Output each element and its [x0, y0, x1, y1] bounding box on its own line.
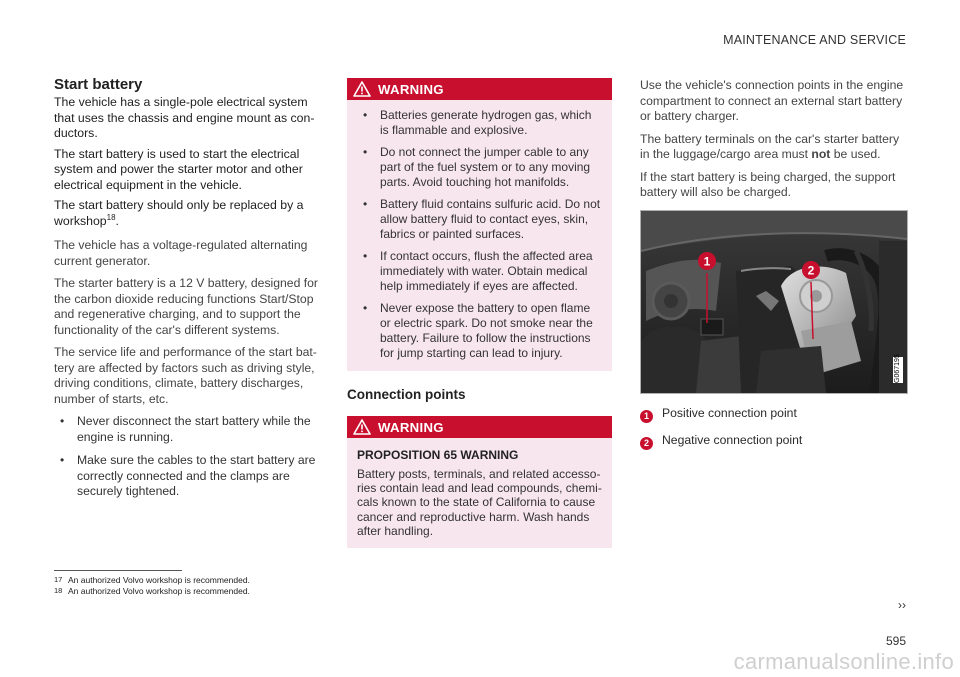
warning-box-prop65 [347, 416, 612, 548]
footnote-number: 17 [54, 575, 63, 584]
lead-paragraph-2: The start battery is used to start the electrical system and power the starter motor and other electrical equipment in the vehicle. [54, 146, 303, 192]
warning-header [347, 78, 612, 100]
engine-illustration [641, 211, 907, 393]
legend-item-negative [640, 431, 908, 450]
footnote-number: 18 [54, 586, 63, 595]
terminals-text-bold: not [811, 147, 831, 161]
column-start-battery [54, 76, 318, 508]
callout-2-label: 2 [807, 263, 815, 277]
footnote-divider [54, 570, 182, 571]
callout-number: 2 [640, 437, 653, 450]
legend-item-positive [640, 404, 908, 423]
warning-header [347, 416, 612, 438]
list-item: • Never expose the battery to open flame or electric spark. Do not smoke near the battery. Failure to follow the instructions for jump starting can lead to injury. [357, 301, 602, 361]
footnote-text: An authorized Volvo workshop is recommended. [68, 575, 250, 585]
footnote-ref-18[interactable]: 18 [106, 212, 116, 222]
column-connection-info [640, 78, 908, 458]
lead-paragraph-3-text: The start battery should only be replaced by a workshop [54, 198, 304, 228]
terminals-text-b: be used. [830, 147, 881, 161]
list-item: • Never disconnect the start battery while the engine is running. [54, 414, 318, 445]
proposition-65-text: Battery posts, terminals, and related accesso-ries contain lead and lead compounds, chemi-cals known to the state of California to cause cancer and reproductive harm. Wash hands after handling. [357, 467, 602, 538]
proposition-65-title: PROPOSITION 65 WARNING [357, 448, 519, 462]
terminals-text-a: The battery terminals on the car's starter battery in the luggage/cargo area must [640, 131, 900, 161]
lead-paragraph-1: The vehicle has a single-pole electrical system that uses the chassis and engine mount as con-ductors. [54, 95, 315, 140]
footnote-17 [54, 575, 250, 585]
warning-body [347, 438, 612, 548]
callout-number: 1 [640, 410, 653, 423]
page-number: 595 [885, 634, 906, 648]
list-item: • Make sure the cables to the start battery are correctly connected and the clamps are securely tightened. [54, 453, 318, 500]
next-page-arrow-icon[interactable]: ›› [898, 598, 906, 612]
list-item: • If contact occurs, flush the affected area immediately with water. Obtain medical help immediately if eyes are affected. [357, 249, 602, 294]
warning-title: WARNING [378, 419, 444, 435]
footnote-text: An authorized Volvo workshop is recommended. [68, 586, 250, 596]
warning-triangle-icon [353, 419, 371, 435]
callout-1-label: 1 [703, 254, 711, 268]
warning-title: WARNING [378, 81, 444, 97]
warning-body [347, 100, 612, 371]
list-item: • Battery fluid contains sulfuric acid. Do not allow battery fluid to contact eyes, skin, fabrics or painted surfaces. [357, 197, 602, 242]
lead-paragraph-3 [54, 198, 318, 229]
paragraph-service-life: The service life and performance of the start bat-tery are affected by factors such as driving style, driving conditions, climate, battery discharges, number of starts, etc. [54, 345, 317, 406]
paragraph-12v: The starter battery is a 12 V battery, designed for the carbon dioxide reducing functions Start/Stop and regenerative charging, and to support the functionality of the car's different systems. [54, 276, 318, 337]
list-item: • Batteries generate hydrogen gas, which is flammable and explosive. [357, 108, 602, 138]
section-title: Start battery [54, 76, 143, 93]
legend-label: Negative connection point [662, 433, 803, 447]
footnote-18 [54, 586, 250, 596]
watermark-text: carmanualsonline.info [733, 649, 954, 674]
warning-list [357, 108, 602, 361]
paragraph-terminals [640, 132, 908, 163]
paragraph-alternator: The vehicle has a voltage-regulated alternating current generator. [54, 238, 308, 268]
list-item: • Do not connect the jumper cable to any part of the fuel system or to any moving parts. Avoid touching hot manifolds. [357, 145, 602, 190]
image-id-label: G067195 [894, 353, 901, 383]
subheading-connection-points: Connection points [347, 387, 466, 402]
engine-compartment-photo [640, 210, 908, 394]
battery-bullet-list [54, 414, 318, 500]
paragraph-connection-points: Use the vehicle's connection points in the engine compartment to connect an external start battery or battery charger. [640, 78, 904, 123]
warning-box-hydrogen [347, 78, 612, 371]
paragraph-support-battery: If the start battery is being charged, the support battery will also be charged. [640, 169, 896, 199]
warning-triangle-icon [353, 81, 371, 97]
running-header: MAINTENANCE AND SERVICE [723, 33, 906, 47]
legend-label: Positive connection point [662, 406, 797, 420]
lead-paragraph-3-end: . [115, 213, 119, 228]
column-warnings [347, 78, 612, 564]
